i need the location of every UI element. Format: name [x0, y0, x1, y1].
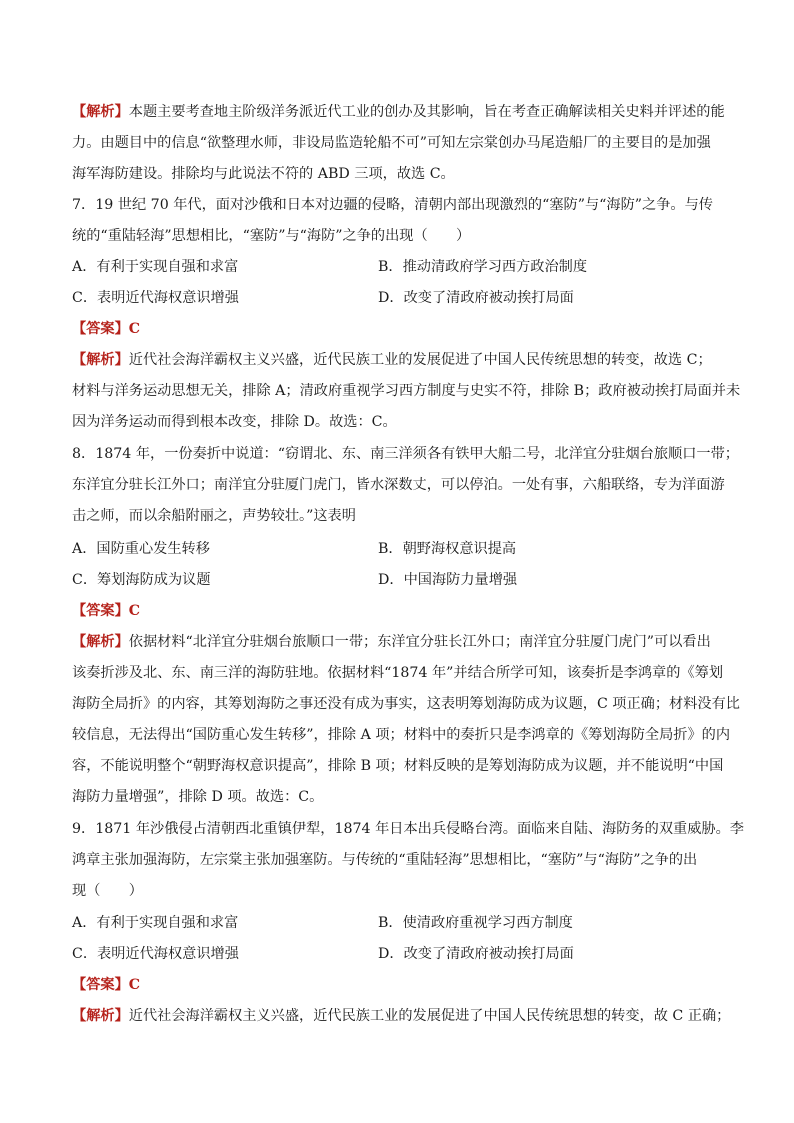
question-9-answer: [72, 970, 722, 1001]
question-7-analysis: [72, 345, 741, 438]
analysis-block-prev: [72, 97, 725, 190]
option-d: D．改变了清政府被动挨打局面: [378, 946, 574, 962]
analysis-line: 【解析】近代社会海洋霸权主义兴盛，近代民族工业的发展促进了中国人民传统思想的转变，故选 C；: [72, 352, 712, 368]
option-c: C．表明近代海权意识增强: [72, 946, 239, 962]
question-9-analysis: [72, 1001, 731, 1032]
analysis-label: 【解析】: [72, 352, 129, 368]
option-a: A．国防重心发生转移: [72, 541, 210, 557]
stem-line: 东洋宜分驻长江外口；南洋宜分驻厦门虎门，皆水深数丈，可以停泊。一处有事，六船联络，专为洋面游: [72, 477, 725, 493]
question-8-analysis: [72, 627, 740, 813]
question-9-stem: [72, 814, 744, 907]
question-8-answer: [72, 596, 722, 627]
answer-value: C: [128, 977, 141, 993]
analysis-label: 【解析】: [72, 634, 129, 650]
option-b: B．朝野海权意识提高: [378, 541, 517, 557]
analysis-line: 容，不能说明整个“朝野海权意识提高”，排除 B 项；材料反映的是筹划海防成为议题，并不能说明“中国: [72, 758, 724, 774]
option-a: A．有利于实现自强和求富: [72, 259, 239, 275]
answer-value: C: [128, 321, 141, 337]
option-b: B．推动清政府学习西方政治制度: [378, 259, 588, 275]
option-c: C．筹划海防成为议题: [72, 572, 211, 588]
stem-line: 击之师，而以余船附丽之，声势较壮。”这表明: [72, 508, 356, 524]
analysis-line: 因为洋务运动而得到根本改变，排除 D。故选：C。: [72, 414, 397, 430]
stem-line: 现（ ）: [72, 883, 143, 899]
option-b: B．使清政府重视学习西方制度: [378, 915, 573, 931]
analysis-line: 【解析】本题主要考查地主阶级洋务派近代工业的创办及其影响，旨在考查正确解读相关史料并评述的能: [72, 104, 725, 120]
stem-line: 统的“重陆轻海”思想相比，“塞防”与“海防”之争的出现（ ）: [72, 228, 471, 244]
question-7-options: [72, 252, 722, 314]
answer-value: C: [128, 603, 141, 619]
option-a: A．有利于实现自强和求富: [72, 915, 239, 931]
option-d: D．中国海防力量增强: [378, 572, 518, 588]
stem-line: 鸿章主张加强海防，左宗棠主张加强塞防。与传统的“重陆轻海”思想相比，“塞防”与“海防”之争的出: [72, 852, 698, 868]
analysis-line: 材料与洋务运动思想无关，排除 A；清政府重视学习西方制度与史实不符，排除 B；政府被动挨打局面并未: [72, 383, 741, 399]
answer-label: 【答案】: [72, 977, 129, 993]
analysis-line: 【解析】依据材料“北洋宜分驻烟台旅顺口一带；东洋宜分驻长江外口；南洋宜分驻厦门虎门”可以看出: [72, 634, 711, 650]
analysis-line: 力。由题目中的信息“欲整理水师，非设局监造轮船不可”可知左宗棠创办马尾造船厂的主要目的是加强: [72, 135, 711, 151]
analysis-line: 该奏折涉及北、东、南三洋的海防驻地。依据材料“1874 年”并结合所学可知，该奏折是李鸿章的《筹划: [72, 665, 724, 681]
analysis-line: 海防全局折》的内容，其筹划海防之事还没有成为事实，这表明筹划海防成为议题，C 项正确；材料没有比: [72, 696, 740, 712]
question-8-options: [72, 534, 722, 596]
answer-label: 【答案】: [72, 321, 129, 337]
analysis-line: 海防力量增强”，排除 D 项。故选：C。: [72, 789, 324, 805]
answer-label: 【答案】: [72, 603, 129, 619]
question-7-answer: [72, 314, 722, 345]
analysis-line: 较信息，无法得出“国防重心发生转移”，排除 A 项；材料中的奏折只是李鸿章的《筹划海防全局折》的内: [72, 727, 731, 743]
analysis-label: 【解析】: [72, 104, 129, 120]
analysis-line: 海军海防建设。排除均与此说法不符的 ABD 三项，故选 C。: [72, 166, 455, 182]
analysis-line: 【解析】近代社会海洋霸权主义兴盛，近代民族工业的发展促进了中国人民传统思想的转变，故 C 正确；: [72, 1008, 731, 1024]
question-9-options: [72, 908, 722, 970]
stem-line: 8．1874 年，一份奏折中说道：“窃谓北、东、南三洋须各有铁甲大船二号，北洋宜分驻烟台旅顺口一带；: [72, 446, 739, 462]
question-8-stem: [72, 439, 739, 532]
question-7-stem: [72, 190, 722, 252]
stem-line: 9．1871 年沙俄侵占清朝西北重镇伊犁，1874 年日本出兵侵略台湾。面临来自陆、海防务的双重威胁。李: [72, 821, 744, 837]
analysis-label: 【解析】: [72, 1008, 129, 1024]
stem-line: 7．19 世纪 70 年代，面对沙俄和日本对边疆的侵略，清朝内部出现激烈的“塞防”与“海防”之争。与传: [72, 197, 713, 213]
option-d: D．改变了清政府被动挨打局面: [378, 290, 574, 306]
option-c: C．表明近代海权意识增强: [72, 290, 239, 306]
